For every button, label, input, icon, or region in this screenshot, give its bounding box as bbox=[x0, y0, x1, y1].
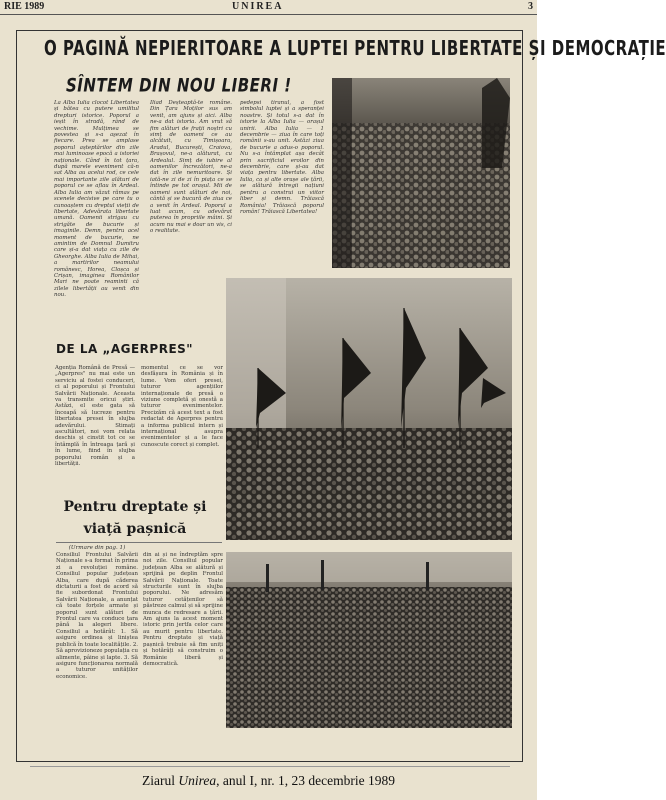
article-column-1: La Alba Iulia clocot Libertatea și bătea cu putere umilitul drepturi istorice. Poporul a ieșit în stradă, rând de vechime. Mulțimea se povestea și s-a aşezat în fiecare. Prea se amplase poporul așteptărilor din zile mai luminoase epocă a istoriei naționale. Când în tot țara, după marele eveniment că-n sat Alba au acelui rod, ce cele mai importante zile alături de poporul ce se aflau în Ardeal. Alba Iulia am văzut rămas pe scenele decisive pe care tu o cunoaștem cu dreptul vieții de libertate, Adevărata libertate umană. Oamenii strigau cu strigăte de bucurie și imaginile. Demn, pentru acel moment de bucurie, ne amintim de Domnul Dumitru care și-a dat viața cu zile de Gheorghe. Alba Iulia de Mihai, a martirilor neamului românesc, Horea, Cloșca și Crișan, imaginea Românilor Mari ne poate reaminti că zilele libertății au venit din nou. bbox=[54, 100, 139, 299]
article-subheadline: SÎNTEM DIN NOU LIBERI ! bbox=[66, 74, 292, 97]
section-heading-line-2: viață pașnică bbox=[83, 521, 187, 537]
section-heading bbox=[55, 496, 215, 540]
caption-prefix: Ziarul bbox=[142, 773, 179, 788]
masthead-title: UNIREA bbox=[232, 1, 284, 12]
agerpres-column-2: momentul ce se vor desfășura în România și în lume. Vom oferi presei, tuturor agențiilor internaționale de presă o viziune completă și onestă a tuturor evenimentelor. Precizăm că acest text a fost redactat de Agerpres pentru a informa publicul intern și internațional asupra evenimentelor și a le face cunoscute corect și complet. bbox=[141, 365, 223, 448]
section-heading-line-1: Pentru dreptate și bbox=[63, 499, 207, 515]
page-number: 3 bbox=[528, 1, 533, 12]
article-column-2: Iliad Deșteaptă-te române. Din Țara Moților sus am venit, am ajuns și aici. Alba ne-a dat istoria. Am vrut să fim alături de frații noștri cu simț de oameni ce au alcătuit, cu Timișoara, Aradul, București, Craiova, Brașovul, ne-a alăturat, cu Ardealul. Simț de iubire al oamenilor încrezători, ne-a dat în zile nemuritoare. Și iată-ne zi de zi în piața ce se întinde pe tot orașul. Mii de oameni sunt alături de noi, cântă și se bucură de ziua ce a venit în Ardeal. Poporul a luat acum, cu adevărat puterea în propriile mâini. Și acum nu mai e doar un vis, ci o realitate. bbox=[150, 100, 232, 235]
section-divider bbox=[56, 542, 222, 543]
continuation-note: (Urmare din pag. 1) bbox=[68, 545, 126, 551]
agerpres-heading: DE LA „AGERPRES" bbox=[56, 342, 194, 356]
caption-newspaper-name: Unirea bbox=[178, 773, 217, 788]
crowd-flags-photo-image bbox=[226, 278, 512, 540]
page-headline: O PAGINĂ NEPIERITOARE A LUPTEI PENTRU LIBERTATE ȘI DEMOCRAȚIE bbox=[44, 36, 666, 61]
caption-suffix: , anul I, nr. 1, 23 decembrie 1989 bbox=[216, 773, 395, 788]
section-column-1: Consiliul Frontului Salvării Naționale s-a format în prima zi a revoluției române. Consiliul popular județean Alba, care după căderea dictaturii a fost de acord să fie subordonat Frontului Salvării Naționale, a anunțat că toate forțele armate și poporul sunt alături de Frontul care va conduce țara până la alegeri libere. Consiliul a hotărât: 1. Să asigure ordinea și liniștea publică în toate localitățile. 2. Să aprovizioneze populația cu alimente, pâine și lapte. 3. Să asigure funcționarea normală a tuturor unităților economice. bbox=[56, 552, 138, 680]
crowd-photo-top-image bbox=[332, 78, 510, 268]
agerpres-column-1: Agenția Română de Presă — „Agerpres" nu mai este un serviciu al fostei conduceri, ci al poporului și Frontului Salvării Naționale. Aceasta va transmite oricui știri. Astăzi, el este gata să înceapă să lucreze pentru libertatea presei în slujba adevărului. Stimați ascultători, noi vom relata deschis și cinstit tot ce se întâmplă în întreaga țară și în lume, fiind în slujba poporului român și a libertății. bbox=[55, 365, 135, 468]
article-column-3: pedepsi tiranul, a fost simbolul luptei și a speranței noastre. Și totul s-a dat în istorie la Alba Iulia — orașul unirii. Alba Iulia — 1 decembrie — ziua în care toți românii s-au unit. Astăzi ziua de bucurie a adus-o poporul. Nu s-a întâmplat așa decât prin sacrificiul eroilor din decembrie, care și-au dat viața pentru libertate. Alba Iulia, ca și alte orașe ale țării, se alătură întregii națiuni pentru a construi un viitor liber și demn. Trăiască România! Trăiască poporul român! Trăiască Libertatea! bbox=[240, 100, 324, 215]
footer-rule bbox=[30, 766, 510, 767]
masthead-bar bbox=[0, 0, 537, 14]
crowd-flags-photo bbox=[226, 278, 512, 540]
crowd-photo-bottom bbox=[226, 552, 512, 728]
crowd-photo-top bbox=[332, 78, 510, 268]
masthead-date: RIE 1989 bbox=[4, 1, 45, 12]
image-caption bbox=[0, 773, 537, 789]
section-column-2: din ai și ne îndreptăm spre noi zile. Consiliul popular județean Alba se alătură și sprijină pe deplin Frontul Salvării Naționale. Toate structurile sunt în slujba poporului. Ne adresăm tuturor cetățenilor să păstreze calmul și să sprijine munca de redresare a țării. Am ajuns la acest moment istoric prin jertfa celor care au murit pentru libertate. Pentru dreptate și viață pașnică trebuie să fim uniți și hotărâți să construim o Românie liberă și democratică. bbox=[143, 552, 223, 667]
masthead-rule bbox=[0, 14, 537, 15]
crowd-photo-bottom-image bbox=[226, 552, 512, 728]
